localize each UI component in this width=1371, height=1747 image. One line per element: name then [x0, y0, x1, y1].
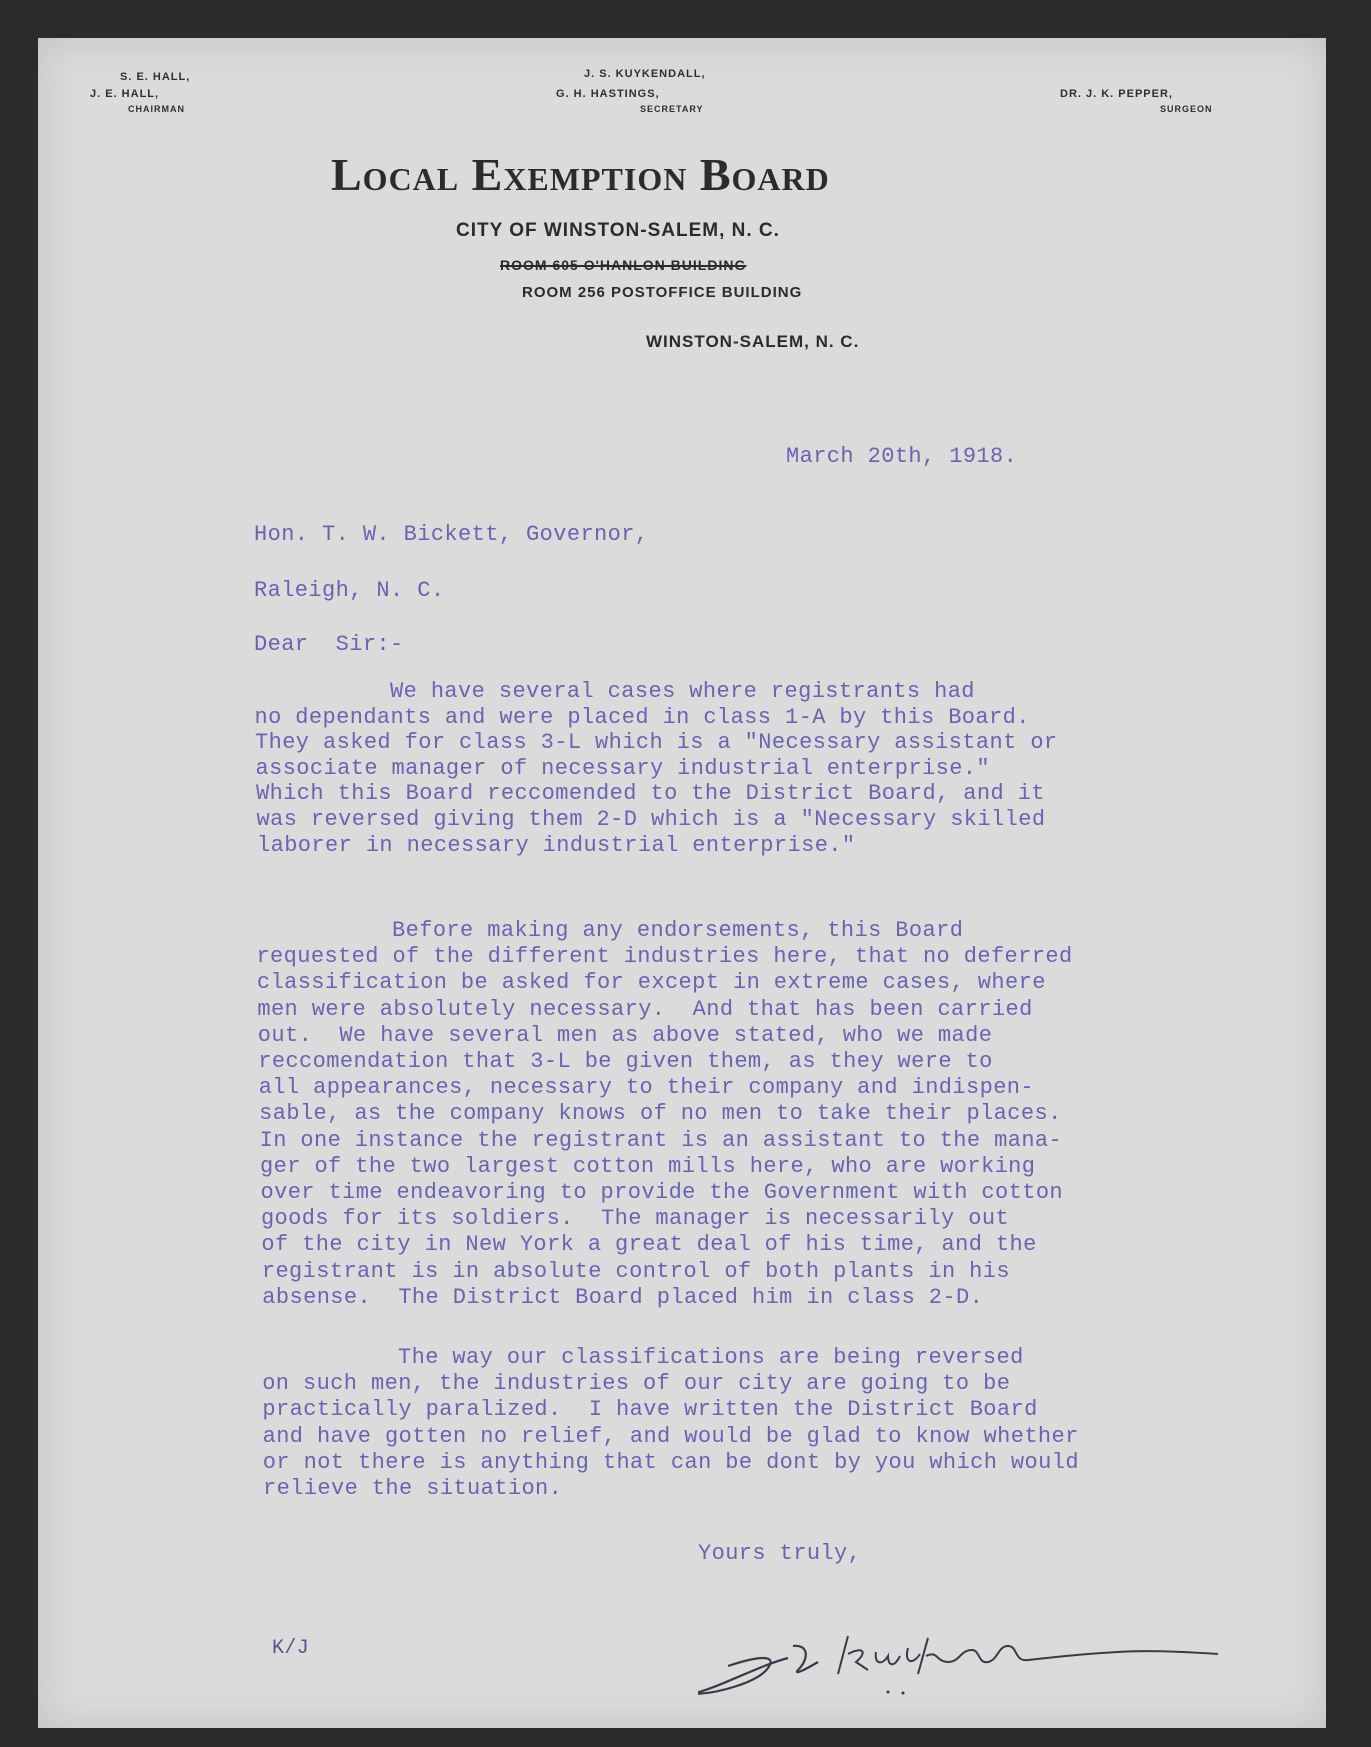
- p1-line: laborer in necessary industrial enterprise.": [257, 832, 856, 858]
- letterhead-role-surgeon: SURGEON: [1160, 104, 1213, 114]
- p2-line: In one instance the registrant is an assistant to the mana-: [259, 1127, 1063, 1153]
- recipient-city: Raleigh, N. C.: [254, 578, 445, 603]
- letterhead-role-chairman: CHAIRMAN: [128, 104, 185, 114]
- salutation: Dear Sir:-: [254, 632, 404, 657]
- p1-line: They asked for class 3-L which is a "Necessary assistant or: [255, 730, 1058, 756]
- p3-line: on such men, the industries of our city are going to be: [262, 1371, 1011, 1397]
- p2-line: registrant is in absolute control of both plants in his: [261, 1258, 1010, 1284]
- p2-line: men were absolutely necessary. And that has been carried: [257, 996, 1033, 1022]
- letterhead-old-room: ROOM 605 O'HANLON BUILDING: [500, 257, 747, 273]
- letterhead-city: CITY OF WINSTON-SALEM, N. C.: [456, 220, 780, 241]
- p1-line: associate manager of necessary industrial enterprise.": [255, 755, 991, 781]
- board-title: Local Exemption Board: [331, 149, 830, 200]
- letterhead-new-room: ROOM 256 POSTOFFICE BUILDING: [522, 284, 803, 301]
- p2-line: ger of the two largest cotton mills here, who are working: [260, 1153, 1036, 1179]
- recipient-line: Hon. T. W. Bickett, Governor,: [254, 522, 649, 547]
- letterhead-role-secretary: SECRETARY: [640, 104, 704, 114]
- p3-line: relieve the situation.: [263, 1476, 563, 1501]
- letterhead-name-hastings: G. H. HASTINGS,: [556, 88, 660, 100]
- p1-line: Which this Board reccomended to the District Board, and it: [256, 781, 1045, 807]
- typist-initials: K/J: [272, 1637, 310, 1660]
- p2-line: goods for its soldiers. The manager is necessarily out: [260, 1206, 1010, 1232]
- p2-line: requested of the different industries here, that no deferred: [256, 944, 1073, 970]
- letter-sheet: [38, 38, 1326, 1728]
- p3-line: or not there is anything that can be dont by you which would: [262, 1449, 1079, 1475]
- p2-line: all appearances, necessary to their company and indispen-: [258, 1075, 1035, 1101]
- p1-line: no dependants and were placed in class 1-A by this Board.: [254, 704, 1030, 730]
- p2-line: of the city in New York a great deal of his time, and the: [261, 1232, 1037, 1258]
- letterhead-name-j-e-hall: J. E. HALL,: [90, 88, 160, 100]
- p2-line: Before making any endorsements, this Board: [256, 918, 964, 943]
- p1-line: We have several cases where registrants had: [254, 679, 975, 704]
- letterhead-city-line: WINSTON-SALEM, N. C.: [646, 332, 860, 351]
- p2-line: absense. The District Board placed him in class 2-D.: [262, 1284, 984, 1310]
- p3-line: The way our classifications are being reversed: [262, 1345, 1024, 1370]
- signature-mark: [698, 1596, 1258, 1706]
- p3-line: practically paralized. I have written the District Board: [262, 1397, 1038, 1423]
- letterhead-name-pepper: DR. J. K. PEPPER,: [1060, 88, 1173, 100]
- letter-date: March 20th, 1918.: [786, 444, 1018, 469]
- p2-line: reccomendation that 3-L be given them, as they were to: [258, 1049, 993, 1074]
- letterhead-name-s-e-hall: S. E. HALL,: [120, 71, 191, 83]
- p2-line: classification be asked for except in extreme cases, where: [256, 970, 1046, 996]
- p1-line: was reversed giving them 2-D which is a "Necessary skilled: [256, 807, 1046, 832]
- p2-line: over time endeavoring to provide the Government with cotton: [260, 1180, 1064, 1205]
- p3-line: and have gotten no relief, and would be glad to know whether: [262, 1423, 1079, 1449]
- letterhead-name-kuykendall: J. S. KUYKENDALL,: [584, 68, 706, 80]
- p2-line: sable, as the company knows of no men to take their places.: [259, 1101, 1062, 1127]
- p2-line: out. We have several men as above stated, who we made: [257, 1022, 993, 1048]
- closing: Yours truly,: [698, 1541, 862, 1566]
